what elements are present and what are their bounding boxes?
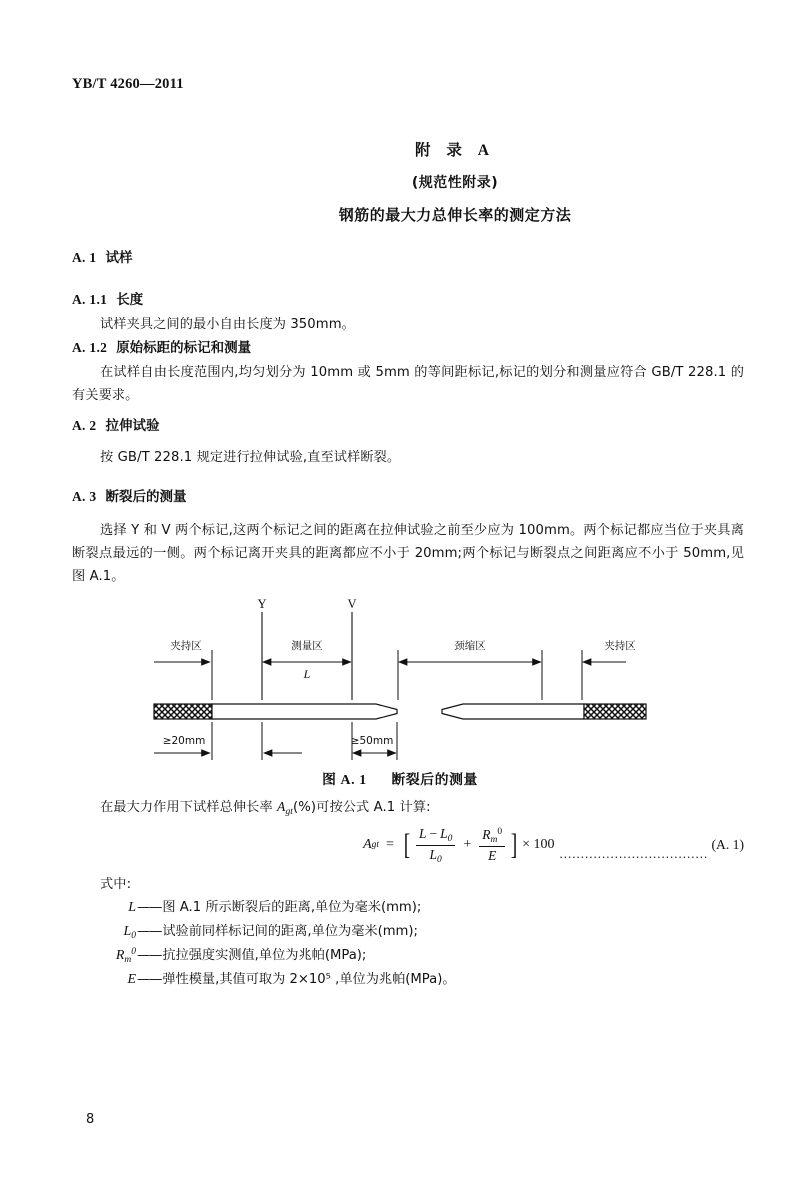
- paragraph-a12: 在试样自由长度范围内,均匀划分为 10mm 或 5mm 的等间距标记,标记的划分和测量应符合 GB/T 228.1 的有关要求。: [72, 365, 744, 403]
- figure-caption-text: 断裂后的测量: [391, 772, 478, 788]
- specimen-grip-left: [154, 704, 212, 719]
- marker-label-y: Y: [257, 597, 267, 611]
- formula-leader-dots: ...................................: [559, 845, 709, 861]
- variable-row: [110, 896, 456, 920]
- page-number: 8: [86, 1112, 95, 1127]
- dim-label-min-grip: ≥20mm: [162, 735, 206, 747]
- where-intro: 式中:: [100, 877, 132, 892]
- annex-title: 钢筋的最大力总伸长率的测定方法: [338, 206, 572, 224]
- specimen-bar-right: [442, 704, 584, 719]
- formula-times-100: × 100: [522, 837, 555, 853]
- figure-caption-number: 图 A. 1: [322, 772, 367, 787]
- formula-intro: 在最大力作用下试样总伸长率 $A_{gt}(\%)$可按公式 A.1 计算:: [100, 799, 431, 817]
- annex-label: 附 录 A: [415, 142, 495, 159]
- heading-a11: [72, 288, 143, 308]
- variable-description: 试验前同样标记间的距离,单位为毫米(mm);: [162, 924, 418, 939]
- heading-a3: [72, 485, 186, 505]
- formula-intro-prefix: 在最大力作用下试样总伸长率: [100, 800, 278, 815]
- formula-equation-number: (A. 1): [711, 837, 744, 853]
- paragraph-a2: 按 GB/T 228.1 规定进行拉伸试验,直至试样断裂。: [100, 450, 401, 465]
- heading-a2-title: 拉伸试验: [105, 418, 160, 434]
- formula-lhs-sub: gt: [371, 840, 380, 851]
- variable-row: [110, 920, 456, 944]
- figure-a1: [150, 592, 670, 772]
- variable-symbol: L: [128, 900, 136, 915]
- fraction-2-numerator: $R_m^0$: [482, 826, 503, 845]
- fraction-1-denominator: $L_0$: [429, 846, 442, 865]
- formula-intro-suffix: (%)可按公式 A.1 计算:: [293, 800, 431, 815]
- zone-label-grip-left: 夹持区: [170, 640, 202, 652]
- variable-dash: ——: [137, 972, 162, 987]
- heading-a2-number: A. 2: [72, 418, 97, 433]
- zone-label-gauge: 测量区: [291, 640, 323, 652]
- gauge-symbol-l: L: [303, 667, 311, 681]
- paragraph-a3: 选择 Y 和 V 两个标记,这两个标记之间的距离在拉伸试验之前至少应为 100mm。两个标记都应当位于夹具离断裂点最远的一侧。两个标记离开夹具的距离都应不小于 20mm;两个标记与断裂点之间距离应不小于 50mm,见图 A.1。: [72, 523, 744, 584]
- variable-description: 弹性模量,其值可取为 2×10⁵ ,单位为兆帕(MPa)。: [162, 972, 456, 987]
- heading-a12-number: A. 1.2: [72, 340, 108, 355]
- bracket-close-icon: ]: [510, 828, 518, 862]
- formula-a1-expression: [363, 826, 554, 865]
- heading-a12-title: 原始标距的标记和测量: [116, 340, 252, 356]
- paragraph-a11: 试样夹具之间的最小自由长度为 350mm。: [100, 317, 355, 332]
- variable-symbol: $L_0$: [123, 924, 136, 941]
- formula-lhs: A: [363, 837, 372, 853]
- heading-a11-title: 长度: [116, 292, 144, 308]
- variable-dash: ——: [137, 924, 162, 939]
- heading-a3-title: 断裂后的测量: [105, 489, 187, 505]
- marker-label-v: V: [347, 597, 357, 611]
- formula-a1-row: [72, 826, 744, 865]
- formula-plus: +: [463, 837, 472, 853]
- specimen-grip-right: [584, 704, 646, 719]
- variable-symbol: $R_m^0$: [115, 946, 136, 965]
- heading-a1-title: 试样: [105, 250, 133, 266]
- bracket-open-icon: [: [403, 828, 411, 862]
- heading-a1-number: A. 1: [72, 250, 97, 265]
- heading-a3-number: A. 3: [72, 489, 97, 504]
- zone-label-neck: 颈缩区: [454, 640, 486, 652]
- formula-equals: =: [386, 837, 394, 853]
- variable-definitions: [110, 896, 456, 992]
- variable-dash: ——: [137, 948, 162, 963]
- variable-description: 图 A.1 所示断裂后的距离,单位为毫米(mm);: [162, 900, 422, 915]
- variable-row: [110, 944, 456, 968]
- zone-label-grip-right: 夹持区: [604, 640, 636, 652]
- running-header: YB/T 4260—2011: [72, 76, 184, 92]
- annex-type: (规范性附录): [411, 175, 499, 191]
- formula-fraction-1: [416, 826, 455, 865]
- fraction-2-denominator: E: [488, 847, 497, 863]
- heading-a11-number: A. 1.1: [72, 292, 108, 307]
- figure-caption: [0, 768, 800, 788]
- formula-fraction-2: [479, 827, 505, 864]
- fraction-1-numerator: $L - L_0$: [418, 826, 453, 844]
- variable-row: [110, 968, 456, 992]
- heading-a12: [72, 336, 251, 356]
- annex-title-block: [0, 138, 800, 225]
- variable-dash: ——: [137, 900, 162, 915]
- heading-a2: [72, 414, 159, 434]
- variable-description: 抗拉强度实测值,单位为兆帕(MPa);: [162, 948, 367, 963]
- heading-a1: [72, 246, 132, 266]
- specimen-bar-left: [212, 704, 397, 719]
- dim-label-min-fracture: ≥50mm: [350, 735, 394, 747]
- variable-symbol: E: [127, 972, 136, 987]
